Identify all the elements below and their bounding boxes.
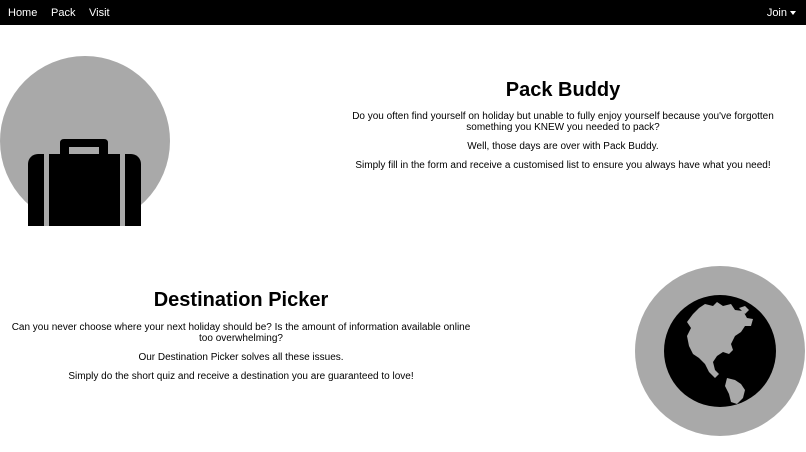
pack-buddy-text-2: Well, those days are over with Pack Buddy.	[467, 141, 659, 152]
nav-pack-link[interactable]: Pack	[51, 7, 76, 19]
pack-buddy-section	[330, 78, 796, 171]
nav-join-dropdown[interactable]	[767, 7, 796, 19]
pack-buddy-text-1: Do you often find yourself on holiday but unable to fully enjoy yourself because you've forgotten something you KNEW you needed to pack?	[352, 111, 774, 133]
chevron-down-icon	[790, 11, 796, 15]
destination-picker-text-1: Can you never choose where your next holiday should be? Is the amount of information available online too overwhelming?	[11, 322, 471, 344]
globe-icon	[635, 266, 805, 436]
nav-home-link[interactable]: Home	[8, 7, 38, 19]
destination-picker-text-2: Our Destination Picker solves all these issues.	[138, 352, 344, 363]
nav-visit-link[interactable]: Visit	[89, 7, 110, 19]
destination-picker-title: Destination Picker	[153, 289, 329, 311]
pack-buddy-title: Pack Buddy	[505, 79, 621, 101]
nav-join-label: Join	[766, 7, 787, 19]
top-navbar	[0, 0, 806, 25]
destination-picker-section	[10, 288, 472, 382]
suitcase-icon	[0, 56, 170, 226]
destination-picker-image	[635, 266, 805, 436]
destination-picker-text-3: Simply do the short quiz and receive a destination you are guaranteed to love!	[68, 371, 414, 382]
pack-buddy-text-3: Simply fill in the form and receive a customised list to ensure you always have what you need!	[355, 160, 771, 171]
pack-buddy-image	[0, 56, 170, 226]
